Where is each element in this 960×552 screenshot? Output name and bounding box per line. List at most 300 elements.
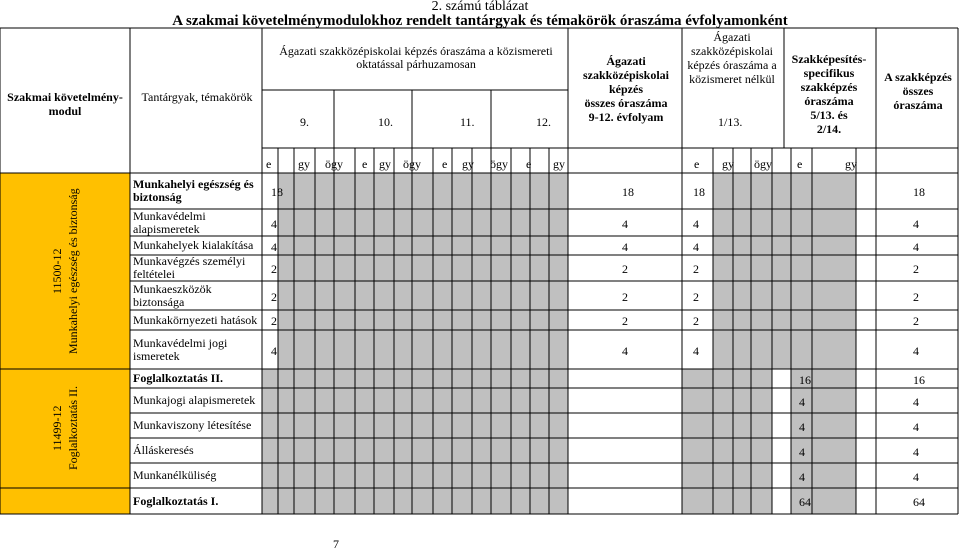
grey-cell — [549, 488, 568, 514]
grey-cell — [334, 209, 355, 236]
header-subject: Tantárgyak, témakörök — [141, 90, 253, 104]
grey-cell — [491, 310, 511, 330]
grey-cell — [713, 281, 733, 310]
grey-cell — [452, 330, 472, 369]
grade9-e-value: 4 — [271, 343, 277, 358]
grey-cell — [733, 369, 751, 388]
grey-cell — [530, 209, 549, 236]
grey-cell — [530, 438, 549, 463]
all-hours-value: 4 — [913, 469, 919, 484]
grey-cell — [772, 173, 791, 209]
grey-cell — [511, 255, 530, 281]
grey-cell — [412, 463, 433, 488]
grey-cell — [472, 310, 491, 330]
module-2-name: Foglalkoztatás II. — [66, 386, 80, 470]
grey-cell — [294, 173, 315, 209]
grey-cell — [394, 236, 412, 255]
grey-cell — [530, 236, 549, 255]
grey-cell — [294, 388, 315, 413]
grey-cell — [374, 369, 394, 388]
grey-cell — [278, 463, 294, 488]
subject-line: alapismeretek — [133, 221, 200, 236]
eg-label: ögy — [403, 157, 421, 171]
grey-cell — [452, 438, 472, 463]
subject-line: Munkahelyek kialakítása — [133, 238, 254, 252]
grey-cell — [374, 488, 394, 514]
specific-e-value: 64 — [799, 495, 811, 509]
grey-cell — [491, 388, 511, 413]
without-general-value: 2 — [693, 289, 699, 304]
eg-label: gy — [553, 157, 565, 171]
grey-cell — [394, 310, 412, 330]
grey-cell — [374, 438, 394, 463]
grey-cell — [315, 209, 334, 236]
grey-cell — [278, 369, 294, 388]
all-hours-value: 4 — [913, 394, 919, 409]
grey-cell — [433, 388, 452, 413]
total-912-value: 4 — [622, 343, 628, 358]
grey-cell — [511, 463, 530, 488]
header-parallel: Ágazati szakközépiskolai képzés óraszáma a közismereti oktatással párhuzamosan — [279, 44, 553, 71]
grey-cell — [452, 236, 472, 255]
grey-cell — [433, 281, 452, 310]
grey-cell — [791, 330, 812, 369]
grey-cell — [713, 236, 733, 255]
grey-cell — [315, 281, 334, 310]
subject-cell — [133, 469, 261, 482]
without-general-value: 2 — [693, 262, 699, 276]
all-hours-value: 16 — [913, 372, 925, 387]
header-modul: Szakmai követelmény-modul — [7, 90, 123, 118]
grey-cell — [511, 236, 530, 255]
subject-cell — [133, 444, 261, 457]
eg-label: ögy — [325, 157, 343, 171]
subject-line: Munkavédelmi — [133, 208, 206, 223]
grey-cell — [682, 488, 713, 514]
grey-cell — [433, 209, 452, 236]
grey-cell — [452, 369, 472, 388]
grey-cell — [751, 463, 772, 488]
grey-cell — [751, 488, 772, 514]
grey-cell — [751, 281, 772, 310]
grey-cell — [412, 369, 433, 388]
grey-cell — [791, 310, 812, 330]
grey-cell — [812, 413, 856, 438]
without-general-value: 4 — [693, 216, 699, 231]
grey-cell — [355, 281, 374, 310]
subject-cell — [133, 372, 261, 385]
grey-cell — [472, 255, 491, 281]
grey-cell — [682, 388, 713, 413]
eg-label: e — [442, 157, 448, 171]
grey-cell — [334, 173, 355, 209]
subject-line: Munkakörnyezeti hatások — [133, 312, 258, 327]
grey-cell — [452, 413, 472, 438]
grey-cell — [511, 369, 530, 388]
grey-cell — [682, 463, 713, 488]
grey-cell — [530, 413, 549, 438]
grey-cell — [412, 173, 433, 209]
grey-cell — [472, 236, 491, 255]
grey-cell — [733, 330, 751, 369]
grey-cell — [412, 310, 433, 330]
grey-cell — [772, 255, 791, 281]
grey-cell — [394, 463, 412, 488]
grey-cell — [491, 463, 511, 488]
subject-line: Munkahelyi egészség és — [133, 177, 254, 191]
eg-label: gy — [722, 157, 734, 171]
grey-cell — [733, 413, 751, 438]
grey-cell — [294, 463, 315, 488]
grey-cell — [334, 310, 355, 330]
eg-label: gy — [298, 157, 310, 171]
grey-cell — [262, 488, 278, 514]
grey-cell — [751, 388, 772, 413]
grey-cell — [491, 488, 511, 514]
grey-cell — [549, 281, 568, 310]
grade-9: 9. — [300, 115, 309, 129]
module-1-code: 11500-12 — [50, 248, 64, 294]
all-hours-value: 4 — [913, 444, 919, 459]
grey-cell — [315, 369, 334, 388]
all-hours-value: 2 — [913, 314, 919, 328]
grey-cell — [294, 413, 315, 438]
grey-cell — [294, 236, 315, 255]
grey-cell — [412, 488, 433, 514]
module-cell-1 — [0, 173, 130, 369]
grey-cell — [334, 488, 355, 514]
total-912-value: 18 — [622, 185, 634, 199]
grey-cell — [812, 281, 856, 310]
grey-cell — [394, 488, 412, 514]
grey-cell — [394, 209, 412, 236]
eg-label: e — [266, 157, 272, 171]
all-hours-value: 18 — [913, 185, 925, 199]
all-hours-value: 64 — [913, 495, 925, 509]
grey-cell — [491, 209, 511, 236]
grey-cell — [262, 438, 278, 463]
grey-cell — [751, 236, 772, 255]
grey-cell — [374, 209, 394, 236]
grey-cell — [772, 209, 791, 236]
grey-cell — [394, 173, 412, 209]
grey-cell — [549, 330, 568, 369]
subject-cell — [133, 283, 261, 309]
grey-cell — [355, 209, 374, 236]
grey-cell — [530, 463, 549, 488]
grey-cell — [334, 413, 355, 438]
page-number: 7 — [333, 537, 339, 551]
subject-cell — [133, 210, 261, 236]
grey-cell — [713, 330, 733, 369]
grey-cell — [355, 236, 374, 255]
grey-cell — [772, 236, 791, 255]
grey-cell — [491, 413, 511, 438]
grey-cell — [294, 255, 315, 281]
grey-cell — [772, 310, 791, 330]
eg-label: gy — [462, 157, 474, 171]
grey-cell — [452, 488, 472, 514]
grey-cell — [812, 209, 856, 236]
grey-cell — [355, 413, 374, 438]
grey-cell — [511, 330, 530, 369]
subject-line: Munkaviszony létesítése — [133, 418, 252, 432]
grey-cell — [549, 413, 568, 438]
grey-cell — [733, 236, 751, 255]
grey-cell — [355, 330, 374, 369]
grey-cell — [374, 330, 394, 369]
module-1-name: Munkahelyi egészség és biztonság — [66, 188, 80, 354]
subject-line: feltételei — [133, 267, 175, 281]
grey-cell — [433, 173, 452, 209]
grey-cell — [433, 369, 452, 388]
grey-cell — [713, 173, 733, 209]
grey-cell — [511, 173, 530, 209]
subject-line: Munkaeszközök — [133, 281, 212, 296]
grey-cell — [549, 209, 568, 236]
grey-cell — [791, 173, 812, 209]
grey-cell — [812, 488, 856, 514]
grey-cell — [374, 236, 394, 255]
grey-cell — [751, 173, 772, 209]
grey-cell — [530, 488, 549, 514]
grey-cell — [433, 330, 452, 369]
subject-line: Foglalkoztatás II. — [133, 371, 223, 385]
subject-line: Munkanélküliség — [133, 468, 217, 482]
total-912-value: 4 — [622, 216, 628, 231]
grey-cell — [472, 488, 491, 514]
grey-cell — [472, 388, 491, 413]
grade-12: 12. — [536, 115, 551, 129]
grey-cell — [511, 310, 530, 330]
without-general-value: 4 — [693, 343, 699, 358]
eg-label: ögy — [490, 157, 508, 171]
grey-cell — [713, 438, 733, 463]
all-hours-value: 4 — [913, 239, 919, 254]
grey-cell — [334, 388, 355, 413]
grey-cell — [394, 369, 412, 388]
all-hours-value: 4 — [913, 216, 919, 231]
header-all: A szakképzés összes óraszáma — [884, 70, 952, 112]
grey-cell — [812, 438, 856, 463]
grade9-e-value: 2 — [271, 314, 277, 328]
grey-cell — [394, 388, 412, 413]
grey-cell — [374, 255, 394, 281]
grade9-e-value: 2 — [271, 262, 277, 276]
grey-cell — [733, 488, 751, 514]
grey-cell — [315, 388, 334, 413]
grey-cell — [374, 281, 394, 310]
subject-cell — [133, 337, 261, 363]
grey-cell — [278, 330, 294, 369]
grey-cell — [452, 209, 472, 236]
grey-cell — [791, 255, 812, 281]
grey-cell — [278, 413, 294, 438]
grey-cell — [682, 438, 713, 463]
grey-cell — [751, 209, 772, 236]
without-general-value: 4 — [693, 239, 699, 254]
subject-line: Munkajogi alapismeretek — [133, 393, 256, 407]
grey-cell — [472, 173, 491, 209]
grey-cell — [530, 310, 549, 330]
all-hours-value: 4 — [913, 343, 919, 358]
grey-cell — [355, 369, 374, 388]
grey-cell — [355, 173, 374, 209]
grey-cell — [812, 173, 856, 209]
grey-cell — [315, 255, 334, 281]
specific-e-value: 4 — [799, 419, 805, 434]
grey-cell — [549, 255, 568, 281]
grey-cell — [278, 281, 294, 310]
grade9-e-value: 2 — [271, 289, 277, 304]
grey-cell — [713, 388, 733, 413]
grey-cell — [772, 330, 791, 369]
grey-cell — [452, 173, 472, 209]
grey-cell — [713, 255, 733, 281]
grey-cell — [452, 255, 472, 281]
grey-cell — [334, 438, 355, 463]
grey-cell — [452, 463, 472, 488]
grey-cell — [294, 330, 315, 369]
grey-cell — [751, 255, 772, 281]
grey-cell — [394, 438, 412, 463]
grey-cell — [549, 173, 568, 209]
subject-cell — [133, 419, 261, 432]
eg-label: gy — [379, 157, 391, 171]
grey-cell — [682, 413, 713, 438]
grey-cell — [733, 173, 751, 209]
grey-cell — [511, 438, 530, 463]
all-hours-value: 2 — [913, 262, 919, 276]
grey-cell — [394, 281, 412, 310]
grey-cell — [278, 310, 294, 330]
specific-e-value: 16 — [799, 372, 811, 387]
grey-cell — [412, 388, 433, 413]
grey-cell — [355, 463, 374, 488]
total-912-value: 2 — [622, 262, 628, 276]
grey-cell — [262, 463, 278, 488]
grey-cell — [355, 255, 374, 281]
grey-cell — [713, 369, 733, 388]
subject-line: Álláskeresés — [133, 443, 194, 457]
grey-cell — [262, 388, 278, 413]
grey-cell — [511, 413, 530, 438]
grey-cell — [412, 413, 433, 438]
table-title: A szakmai követelménymodulokhoz rendelt tantárgyak és témakörök óraszáma évfolyamonként — [172, 13, 788, 29]
grey-cell — [549, 236, 568, 255]
subject-line: Munkavégzés személyi — [133, 254, 246, 268]
grey-cell — [472, 281, 491, 310]
grey-cell — [713, 209, 733, 236]
grey-cell — [491, 236, 511, 255]
grey-cell — [751, 310, 772, 330]
grey-cell — [733, 255, 751, 281]
all-hours-value: 4 — [913, 419, 919, 434]
subject-line: Foglalkoztatás I. — [133, 493, 219, 508]
header-without-year: 1/13. — [718, 115, 743, 129]
grey-cell — [412, 255, 433, 281]
without-general-value: 2 — [693, 314, 699, 328]
grey-cell — [355, 310, 374, 330]
specific-e-value: 4 — [799, 394, 805, 409]
header-without-general: Ágazati szakközépiskolai képzés óraszáma a közismeret nélkül — [687, 30, 777, 86]
grey-cell — [294, 281, 315, 310]
grey-cell — [812, 310, 856, 330]
grey-cell — [530, 330, 549, 369]
grey-cell — [278, 388, 294, 413]
grey-cell — [374, 388, 394, 413]
grey-cell — [772, 281, 791, 310]
grey-cell — [549, 310, 568, 330]
grey-cell — [491, 281, 511, 310]
grey-cell — [278, 488, 294, 514]
grey-cell — [733, 281, 751, 310]
grey-cell — [334, 330, 355, 369]
grey-cell — [394, 330, 412, 369]
grey-cell — [315, 310, 334, 330]
grey-cell — [530, 388, 549, 413]
grey-cell — [433, 463, 452, 488]
grey-cell — [472, 413, 491, 438]
grey-cell — [374, 463, 394, 488]
grey-cell — [355, 388, 374, 413]
grey-cell — [334, 369, 355, 388]
grey-cell — [433, 310, 452, 330]
subject-cell — [133, 314, 261, 327]
grey-cell — [713, 413, 733, 438]
grey-cell — [733, 438, 751, 463]
grey-cell — [491, 173, 511, 209]
subject-cell — [133, 495, 261, 508]
grey-cell — [334, 281, 355, 310]
grey-cell — [294, 369, 315, 388]
grey-cell — [374, 310, 394, 330]
grey-cell — [278, 209, 294, 236]
grey-cell — [511, 209, 530, 236]
grey-cell — [262, 413, 278, 438]
subject-line: biztonság — [133, 190, 182, 204]
total-912-value: 4 — [622, 239, 628, 254]
grey-cell — [549, 388, 568, 413]
grey-cell — [491, 369, 511, 388]
grade-10: 10. — [378, 115, 393, 129]
grey-cell — [812, 463, 856, 488]
grey-cell — [433, 413, 452, 438]
grey-cell — [733, 463, 751, 488]
header-total-912: Ágazati szakközépiskolai képzés összes óraszáma 9-12. évfolyam — [582, 54, 669, 124]
grey-cell — [733, 209, 751, 236]
grey-cell — [334, 255, 355, 281]
grey-cell — [791, 281, 812, 310]
grey-cell — [294, 310, 315, 330]
subject-cell — [133, 394, 261, 407]
grey-cell — [433, 255, 452, 281]
grey-cell — [472, 209, 491, 236]
grey-cell — [733, 388, 751, 413]
grey-cell — [812, 369, 856, 388]
grey-cell — [713, 463, 733, 488]
grey-cell — [355, 488, 374, 514]
grey-cell — [394, 255, 412, 281]
grey-cell — [733, 310, 751, 330]
grey-cell — [315, 438, 334, 463]
grey-cell — [713, 488, 733, 514]
grey-cell — [812, 330, 856, 369]
grey-cell — [549, 369, 568, 388]
without-general-value: 18 — [693, 185, 705, 199]
grey-cell — [394, 413, 412, 438]
grade9-e-value: 18 — [271, 185, 283, 199]
